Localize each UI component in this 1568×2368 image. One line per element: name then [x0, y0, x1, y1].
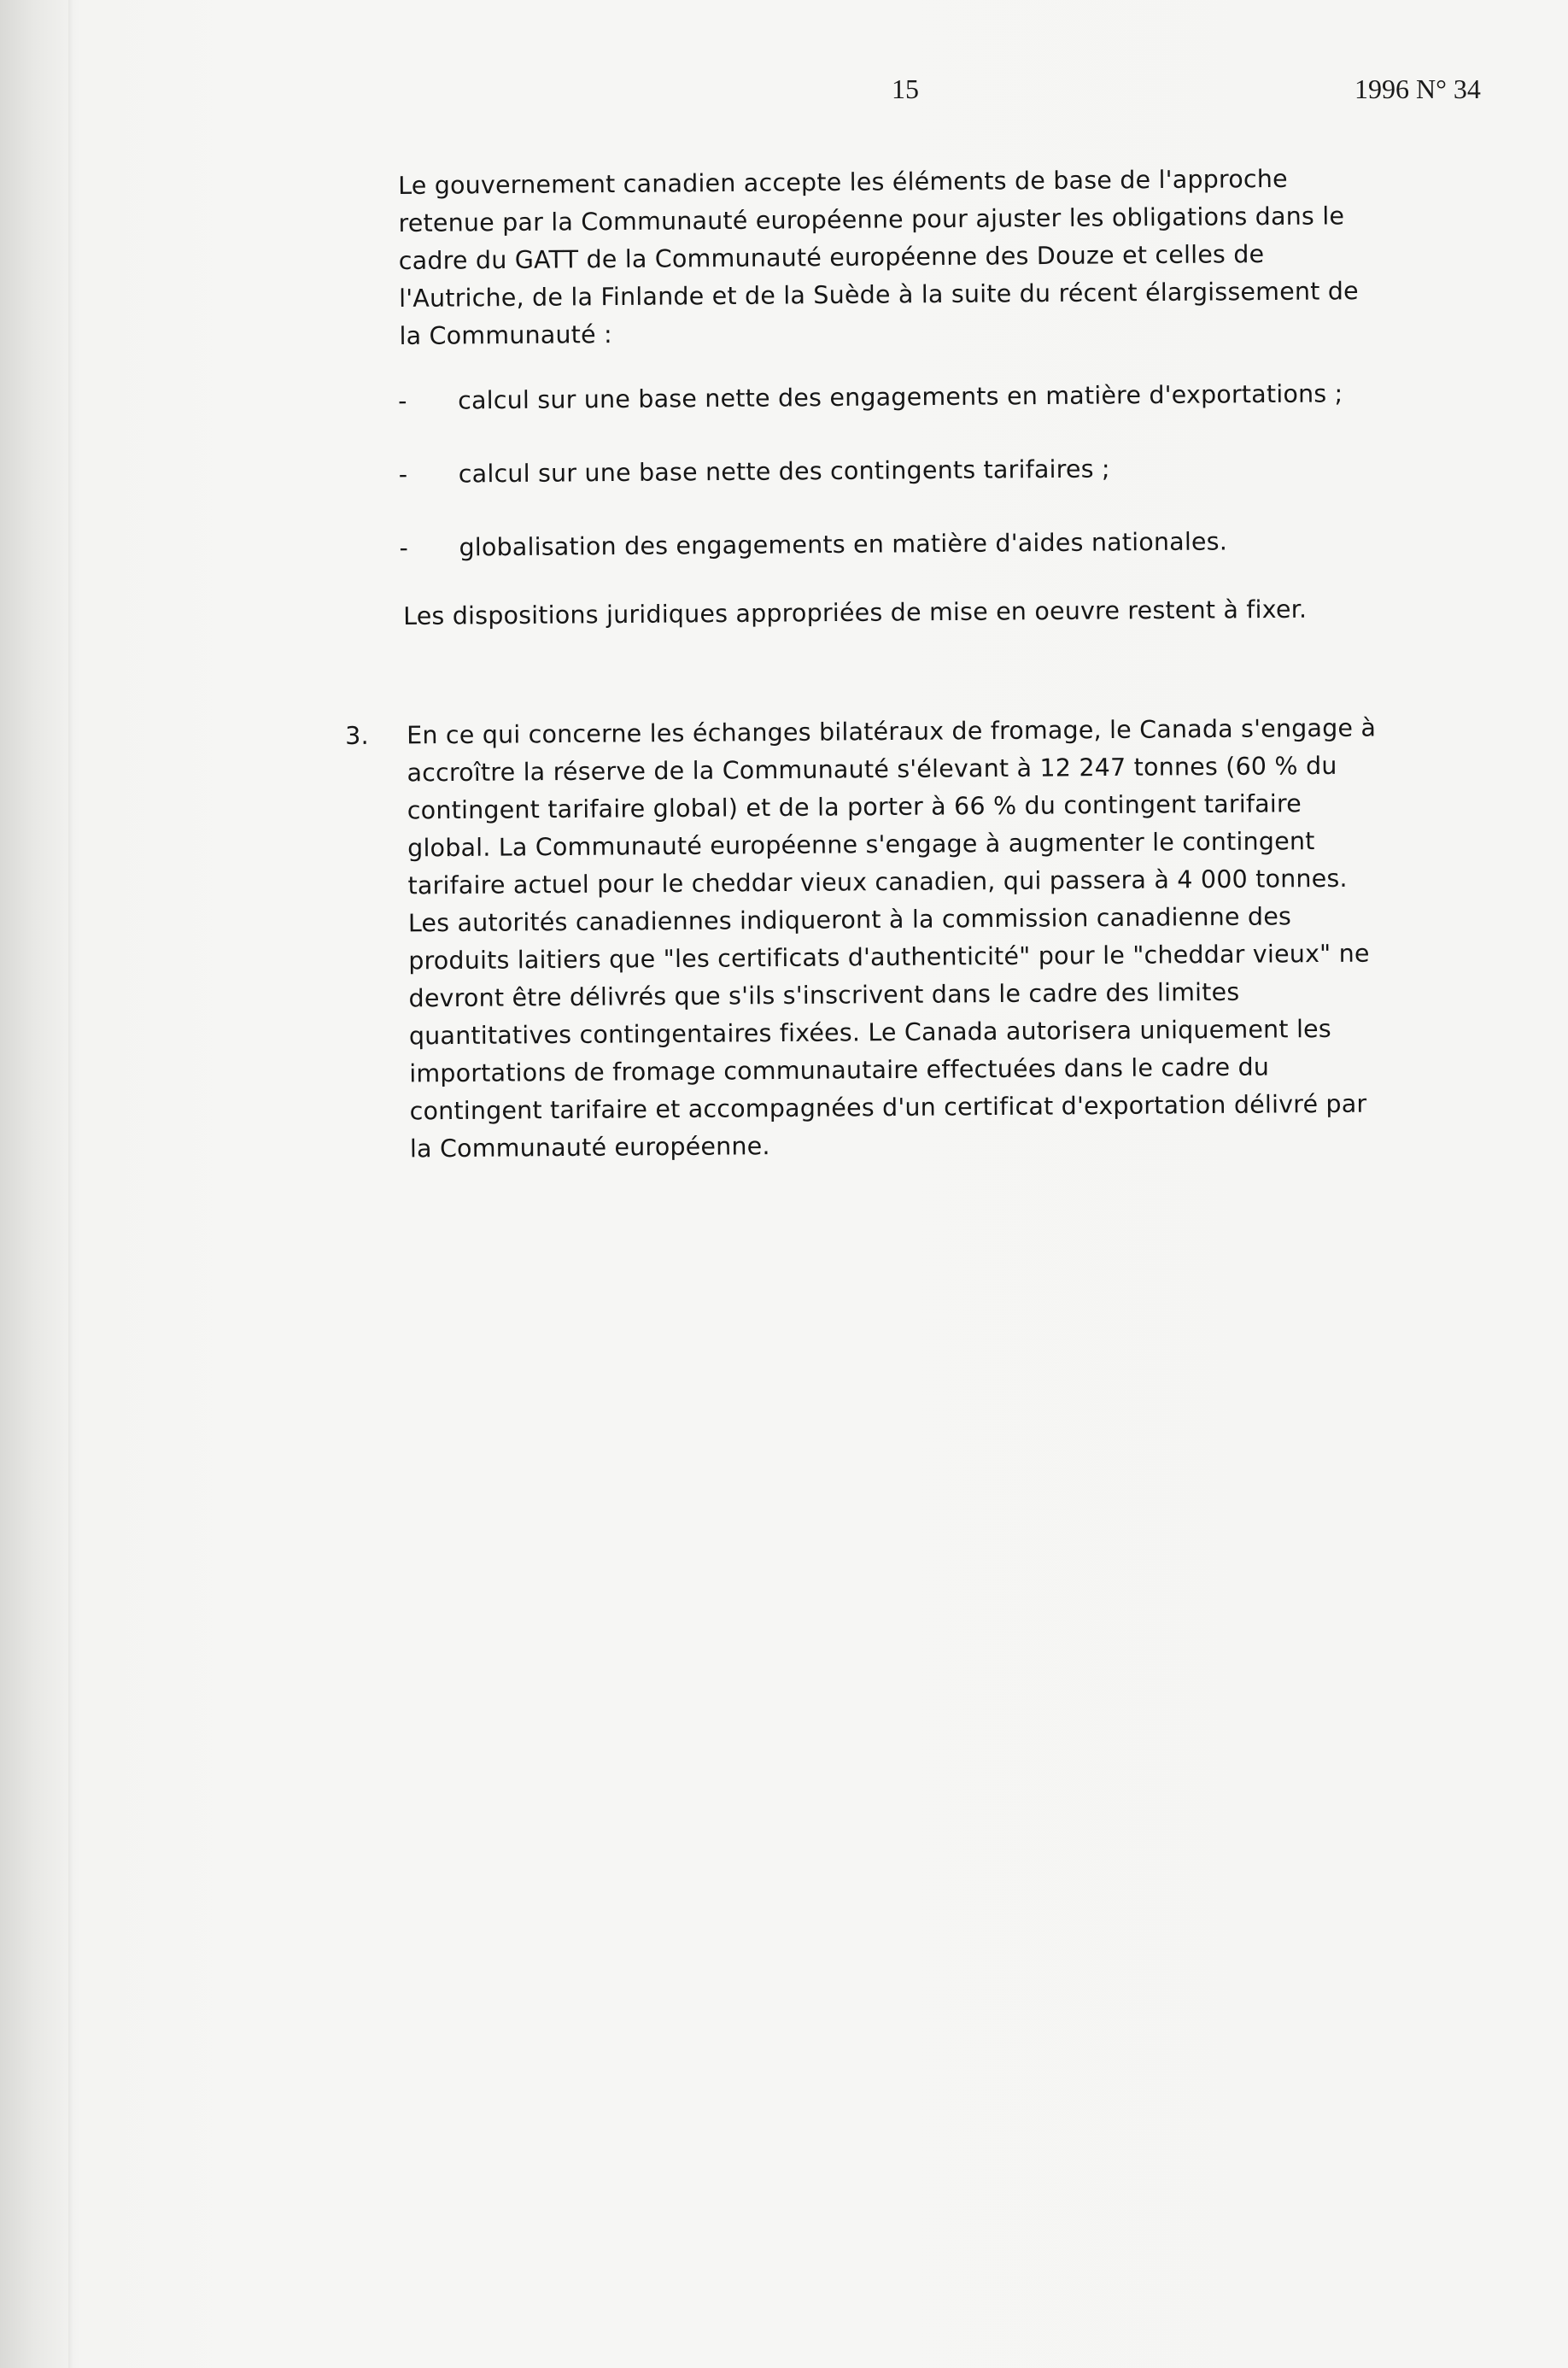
- section-line: quantitatives contingentaires fixées. Le Canada autorisera uniquement les: [408, 1014, 1332, 1051]
- intro-line: Le gouvernement canadien accepte les éléments de base de l'approche: [398, 164, 1288, 200]
- section-line: contingent tarifaire global) et de la porter à 66 % du contingent tarifaire: [407, 789, 1302, 825]
- intro-line: cadre du GATT de la Communauté européenne des Douze et celles de: [398, 240, 1265, 275]
- section-line: tarifaire actuel pour le cheddar vieux canadien, qui passera à 4 000 tonnes.: [407, 864, 1348, 900]
- bullet-item: [399, 521, 1501, 567]
- bullet-list: [398, 374, 1501, 603]
- bullet-text: globalisation des engagements en matière d'aides nationales.: [459, 527, 1228, 562]
- page-number: 15: [892, 73, 919, 104]
- intro-line: l'Autriche, de la Finlande et de la Suède à la suite du récent élargissement de: [399, 277, 1359, 313]
- bullet-dash: -: [398, 460, 408, 489]
- section-3: [345, 708, 1507, 1163]
- issue-reference: 1996 N° 34: [1354, 73, 1481, 104]
- section-line: la Communauté européenne.: [409, 1132, 770, 1163]
- section-line: Les autorités canadiennes indiqueront à la commission canadienne des: [407, 902, 1292, 938]
- intro-line: la Communauté :: [399, 320, 613, 350]
- section-line: En ce qui concerne les échanges bilatéraux de fromage, le Canada s'engage à: [407, 713, 1377, 750]
- bullet-dash: -: [399, 533, 409, 562]
- section-line: contingent tarifaire et accompagnées d'un certificat d'exportation délivré par: [409, 1089, 1367, 1126]
- section-line: produits laitiers que "les certificats d'authenticité" pour le "cheddar vieux" ne: [408, 939, 1370, 976]
- section-3-paragraph: [407, 708, 1512, 1168]
- bullet-item: [399, 448, 1501, 494]
- section-line: global. La Communauté européenne s'engage à augmenter le contingent: [407, 827, 1315, 863]
- closing-sentence: Les dispositions juridiques appropriées de mise en oeuvre restent à fixer.: [403, 595, 1308, 630]
- intro-line: retenue par la Communauté européenne pour ajuster les obligations dans le: [398, 202, 1345, 237]
- intro-paragraph: [398, 159, 1501, 355]
- bullet-dash: -: [398, 386, 407, 415]
- bullet-text: calcul sur une base nette des contingents tarifaires ;: [458, 454, 1110, 489]
- section-line: devront être délivrés que s'ils s'inscrivent dans le cadre des limites: [408, 977, 1240, 1013]
- section-line: accroître la réserve de la Communauté s'élevant à 12 247 tonnes (60 % du: [407, 751, 1337, 788]
- section-number: 3.: [345, 721, 369, 750]
- section-line: importations de fromage communautaire effectuées dans le cadre du: [409, 1052, 1270, 1088]
- bullet-item: [398, 374, 1500, 420]
- bullet-text: calcul sur une base nette des engagements en matière d'exportations ;: [458, 379, 1343, 415]
- page-spine-shadow: [68, 0, 73, 2368]
